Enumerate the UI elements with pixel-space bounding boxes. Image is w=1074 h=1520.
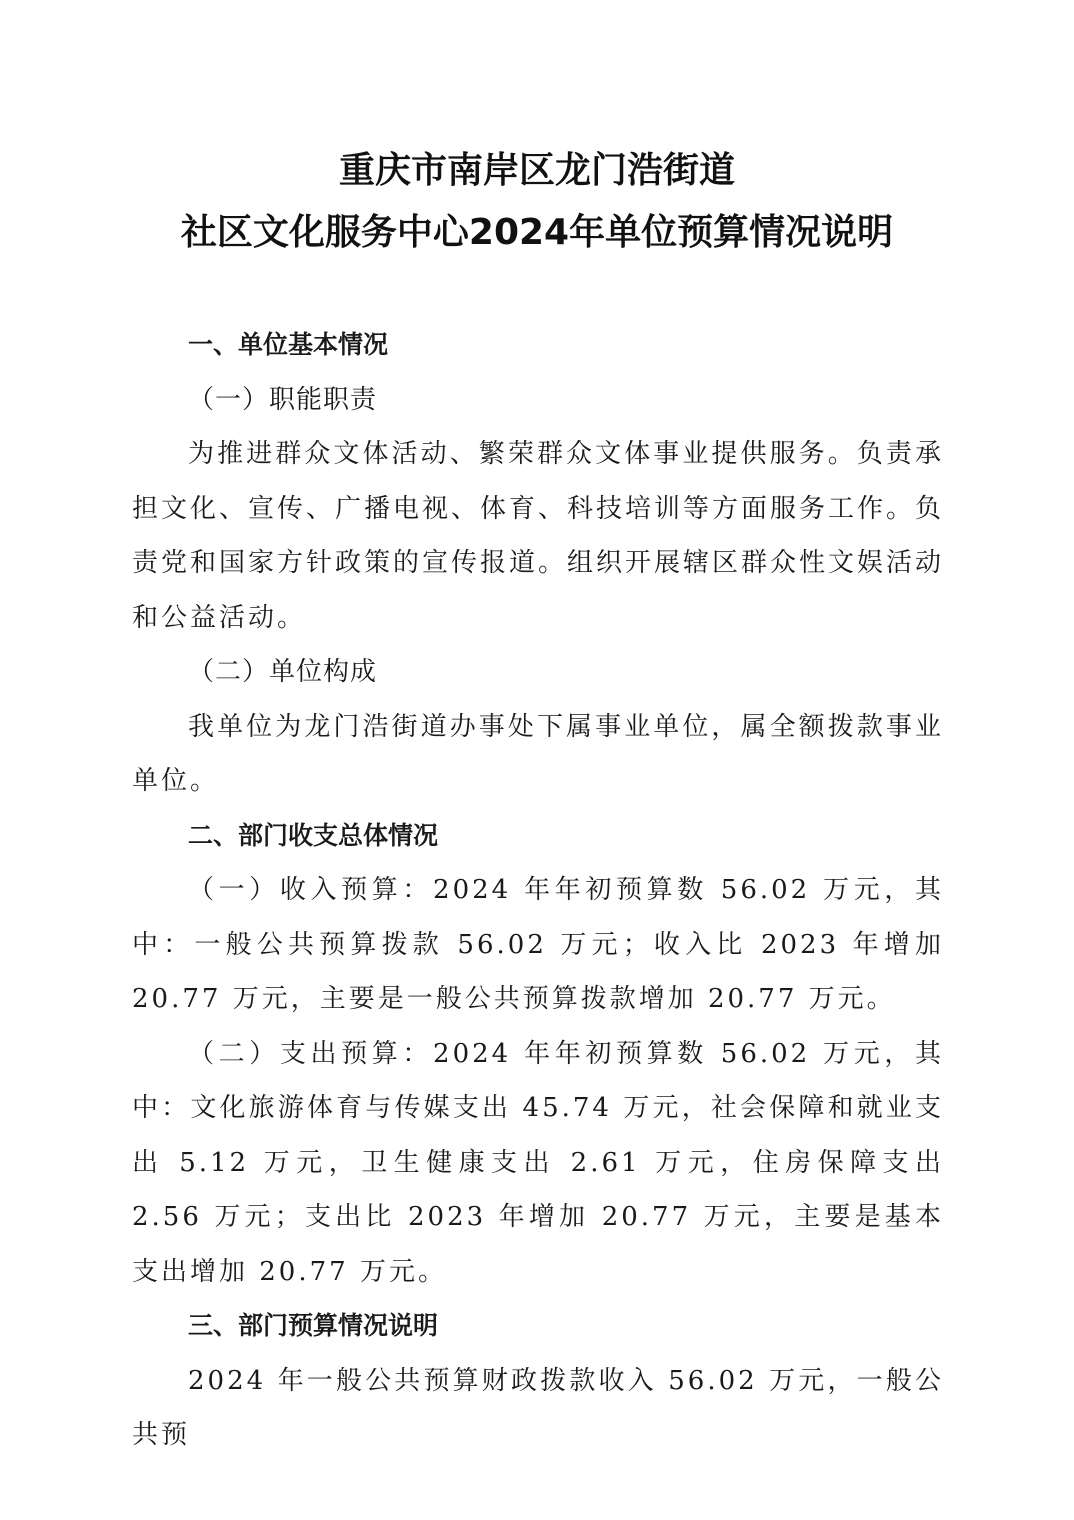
section-3-heading: 三、部门预算情况说明 — [188, 1311, 439, 1340]
section-1-heading: 一、单位基本情况 — [188, 330, 389, 359]
section-1-sub-2-heading: （二）单位构成 — [188, 657, 378, 687]
title-line-2: 社区文化服务中心2024年单位预算情况说明 — [180, 212, 894, 253]
section-2-sub-2-paragraph: （二）支出预算：2024 年年初预算数 56.02 万元，其中：文化旅游体育与传媒支出 45.74 万元，社会保障和就业支出 5.12 万元，卫生健康支出 2.61 万元，住房保障支出 2.56 万元；支出比 2023 年增加 20.77 万元，主要是基本支出增加 20.77 万元。 — [132, 1038, 944, 1287]
section-1-sub-2-paragraph: 我单位为龙门浩街道办事处下属事业单位，属全额拨款事业单位。 — [132, 711, 944, 796]
section-1-sub-1-heading: （一）职能职责 — [188, 384, 378, 415]
document-body — [132, 318, 944, 1463]
document-title — [0, 140, 1074, 264]
section-2-heading: 二、部门收支总体情况 — [188, 820, 439, 850]
title-line-1: 重庆市南岸区龙门浩街道 — [338, 150, 735, 191]
section-3-paragraph: 2024 年一般公共预算财政拨款收入 56.02 万元，一般公共预 — [132, 1365, 944, 1450]
section-1-sub-1-paragraph: 为推进群众文体活动、繁荣群众文体事业提供服务。负责承担文化、宣传、广播电视、体育、科技培训等方面服务工作。负责党和国家方针政策的宣传报道。组织开展辖区群众性文娱活动和公益活动。 — [132, 439, 945, 633]
section-2-sub-1-paragraph: （一）收入预算：2024 年年初预算数 56.02 万元，其中：一般公共预算拨款 56.02 万元；收入比 2023 年增加 20.77 万元，主要是一般公共预算拨款增加 20.77 万元。 — [132, 875, 944, 1014]
